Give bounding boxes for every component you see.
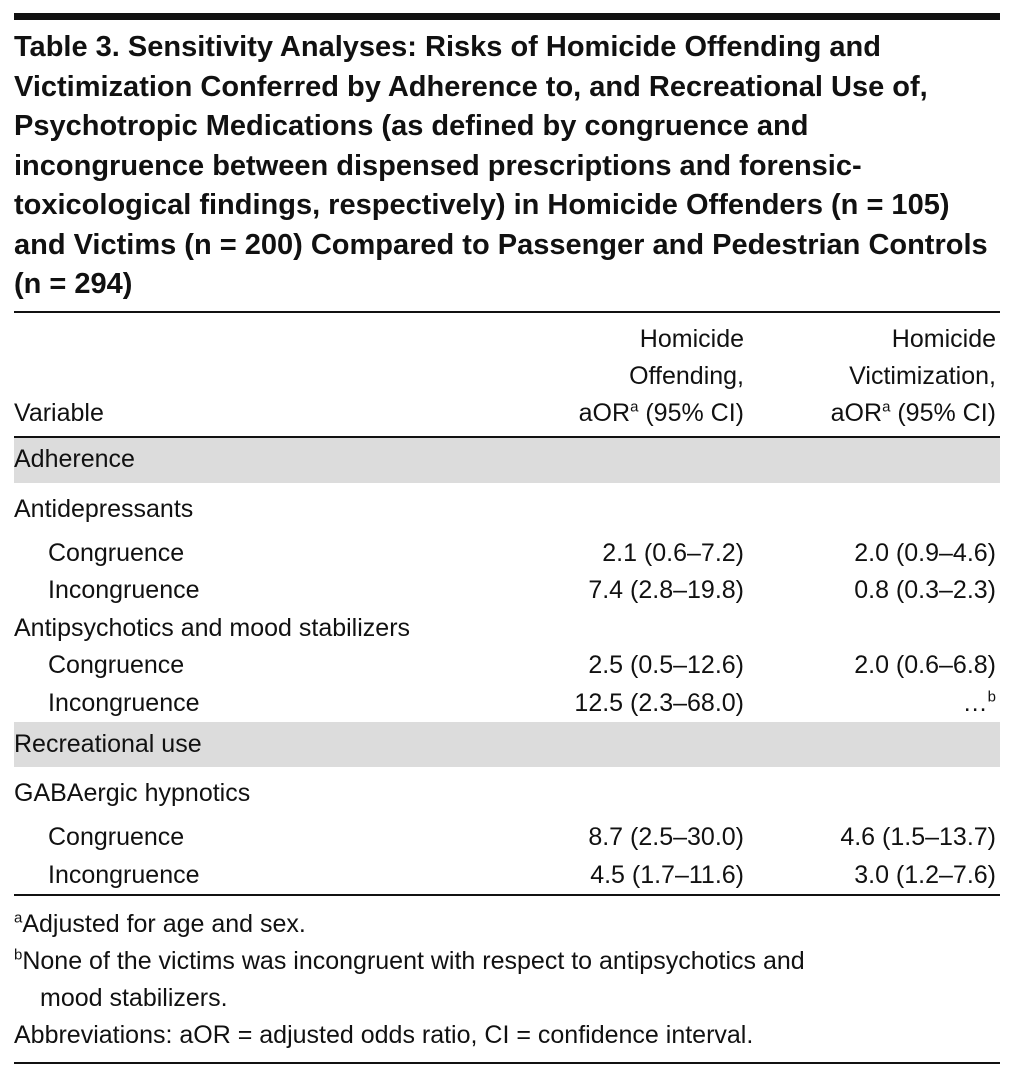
section-band — [14, 722, 1000, 767]
victimization-value: 2.0 (0.6–6.8) — [854, 651, 996, 679]
victimization-value: 2.0 (0.9–4.6) — [854, 538, 996, 567]
group-label: Antidepressants — [14, 494, 194, 523]
row-label: Congruence — [48, 651, 185, 679]
victimization-value: 4.6 (1.5–13.7) — [840, 823, 996, 851]
section-band — [14, 437, 1000, 483]
row-label: Congruence — [48, 538, 185, 567]
header-victimization: Homicide Victimization, aOR$^a$ (95% CI) — [830, 324, 996, 427]
results-table — [14, 313, 1000, 895]
group-label: Antipsychotics and mood stabilizers — [14, 613, 411, 642]
header-offending: Homicide Offending, aOR$^a$ (95% CI) — [578, 324, 744, 427]
table-body — [14, 437, 1000, 895]
offending-value: 7.4 (2.8–19.8) — [588, 576, 744, 604]
top-rule — [14, 13, 1000, 20]
offending-value: 8.7 (2.5–30.0) — [588, 823, 744, 851]
offending-value: 12.5 (2.3–68.0) — [574, 688, 744, 717]
offending-value: 2.5 (0.5–12.6) — [588, 651, 744, 679]
victimization-value: 3.0 (1.2–7.6) — [854, 860, 996, 889]
bottom-rule — [14, 1062, 1000, 1064]
table-row — [14, 819, 1000, 857]
table-header — [14, 313, 1000, 437]
table-row — [14, 535, 1000, 573]
section-label: Recreational use — [14, 722, 1000, 767]
footnote-abbreviations: Abbreviations: aOR = adjusted odds ratio, CI = confidence interval. — [14, 1021, 754, 1049]
table-row — [14, 572, 1000, 610]
row-label: Incongruence — [48, 860, 200, 889]
table-row — [14, 685, 1000, 723]
table-row — [14, 647, 1000, 685]
footnote-a: $^a$Adjusted for age and sex. — [14, 909, 306, 938]
section-label: Adherence — [14, 437, 1000, 483]
row-label: Incongruence — [48, 576, 200, 604]
group-row — [14, 767, 1000, 819]
table-title: Table 3. Sensitivity Analyses: Risks of Homicide Offending and Victimization Conferred by Adherence to, and Recreational Use of, Psychotropic Medications (as defined by congruence and incongruence between dispensed prescriptions and forensic-toxicological findings, respectively) in Homicide Offenders (n = 105) and Victims (n = 200) Compared to Passenger and Pedestrian Controls (n = 294) — [14, 31, 988, 300]
table-bottom-rule — [14, 894, 1000, 896]
offending-value: 4.5 (1.7–11.6) — [590, 860, 744, 889]
row-label: Incongruence — [48, 688, 200, 717]
group-row — [14, 610, 1000, 648]
table-row — [14, 857, 1000, 895]
group-label: GABAergic hypnotics — [14, 779, 251, 807]
offending-value: 2.1 (0.6–7.2) — [602, 538, 744, 567]
footnotes — [14, 906, 1000, 1054]
victimization-value: 0.8 (0.3–2.3) — [854, 576, 996, 604]
victimization-value: …$^b$ — [962, 688, 996, 717]
header-variable: Variable — [14, 398, 104, 427]
footnote-b: $^b$None of the victims was incongruent with respect to antipsychotics and mood stabilizers. — [14, 946, 805, 1012]
group-row — [14, 483, 1000, 535]
row-label: Congruence — [48, 823, 185, 851]
